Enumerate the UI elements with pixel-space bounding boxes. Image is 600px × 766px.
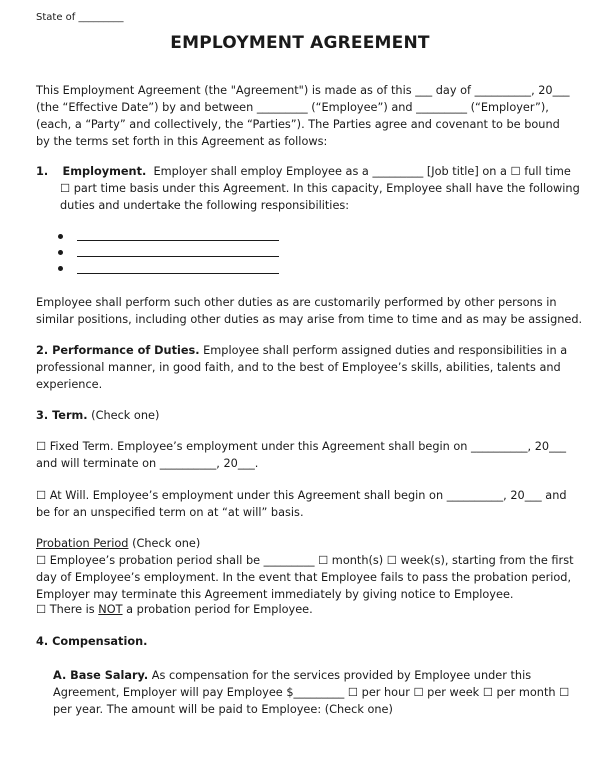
intro-line-1: This Employment Agreement (the "Agreement") is made as of this ___ day of __________, 20___ xyxy=(36,84,570,97)
section-1-text-1: Employer shall employ Employee as a _________ [Job title] on a ☐ full time xyxy=(153,165,571,178)
section-1-after-1: Employee shall perform such other duties as are customarily performed by other persons in xyxy=(36,296,557,309)
base-salary-heading: A. Base Salary. xyxy=(53,669,149,682)
intro-line-2: (the “Effective Date”) by and between _________ (“Employee”) and _________ (“Employer”), xyxy=(36,101,549,114)
responsibility-blank-1[interactable] xyxy=(77,240,279,241)
bullet-3 xyxy=(58,266,63,271)
at-will-line-1[interactable]: ☐ At Will. Employee’s employment under this Agreement shall begin on __________, 20___ and xyxy=(36,489,567,502)
bullet-1 xyxy=(58,234,63,239)
section-3-heading: 3. Term. xyxy=(36,409,88,422)
fixed-term-line-2: and will terminate on __________, 20___. xyxy=(36,457,259,470)
responsibility-blank-2[interactable] xyxy=(77,256,279,257)
intro-line-3: (each, a “Party” and collectively, the “Parties”). The Parties agree and covenant to be bound xyxy=(36,118,560,131)
section-1-text-2: ☐ part time basis under this Agreement. In this capacity, Employee shall have the following xyxy=(60,182,580,195)
at-will-line-2: be for an unspecified term on at “at will” basis. xyxy=(36,506,304,519)
fixed-term-line-1[interactable]: ☐ Fixed Term. Employee’s employment under this Agreement shall begin on __________, 20___ xyxy=(36,440,567,453)
section-1-line-1 xyxy=(36,163,571,180)
section-1-after-2: similar positions, including other duties as may arise from time to time and as may be assigned. xyxy=(36,313,583,326)
section-3-note: (Check one) xyxy=(87,409,160,422)
probation-line-4[interactable] xyxy=(36,601,313,618)
section-2-text-2: professional manner, in good faith, and to the best of Employee’s skills, abilities, talents and xyxy=(36,361,561,374)
section-2-text-1: Employee shall perform assigned duties and responsibilities in a xyxy=(199,344,568,357)
responsibility-blank-3[interactable] xyxy=(77,273,279,274)
probation-note: (Check one) xyxy=(128,537,201,550)
base-salary-text-2[interactable]: Agreement, Employer will pay Employee $_________ ☐ per hour ☐ per week ☐ per month ☐ xyxy=(53,686,570,699)
probation-line-3: Employer may terminate this Agreement immediately by giving notice to Employee. xyxy=(36,588,514,601)
section-1-text-3: duties and undertake the following responsibilities: xyxy=(60,199,350,212)
probation-line-1[interactable]: ☐ Employee’s probation period shall be _________ ☐ month(s) ☐ week(s), starting from the first xyxy=(36,554,574,567)
section-4-heading: 4. Compensation. xyxy=(36,635,148,648)
section-1-heading: Employment. xyxy=(62,165,147,178)
section-2-heading: 2. Performance of Duties. xyxy=(36,344,200,357)
probation-heading-line xyxy=(36,535,200,552)
section-4-heading-line xyxy=(36,633,147,650)
section-1-number: 1. xyxy=(36,165,49,178)
base-salary-line-1 xyxy=(53,667,531,684)
probation-none-post: a probation period for Employee. xyxy=(122,603,313,616)
probation-none-pre: ☐ There is xyxy=(36,603,99,616)
base-salary-text-1: As compensation for the services provided by Employee under this xyxy=(148,669,532,682)
section-2-line-1 xyxy=(36,342,567,359)
probation-line-2: day of Employee’s employment. In the event that Employee fails to pass the probation period, xyxy=(36,571,572,584)
section-2-text-3: experience. xyxy=(36,378,103,391)
intro-line-4: by the terms set forth in this Agreement as follows: xyxy=(36,135,328,148)
bullet-2 xyxy=(58,250,63,255)
base-salary-text-3: per year. The amount will be paid to Employee: (Check one) xyxy=(53,703,393,716)
document-title: EMPLOYMENT AGREEMENT xyxy=(170,33,430,53)
state-of-field: State of _________ xyxy=(36,12,124,23)
probation-heading: Probation Period xyxy=(36,537,129,550)
section-3-heading-line xyxy=(36,407,159,424)
probation-not: NOT xyxy=(98,603,123,616)
